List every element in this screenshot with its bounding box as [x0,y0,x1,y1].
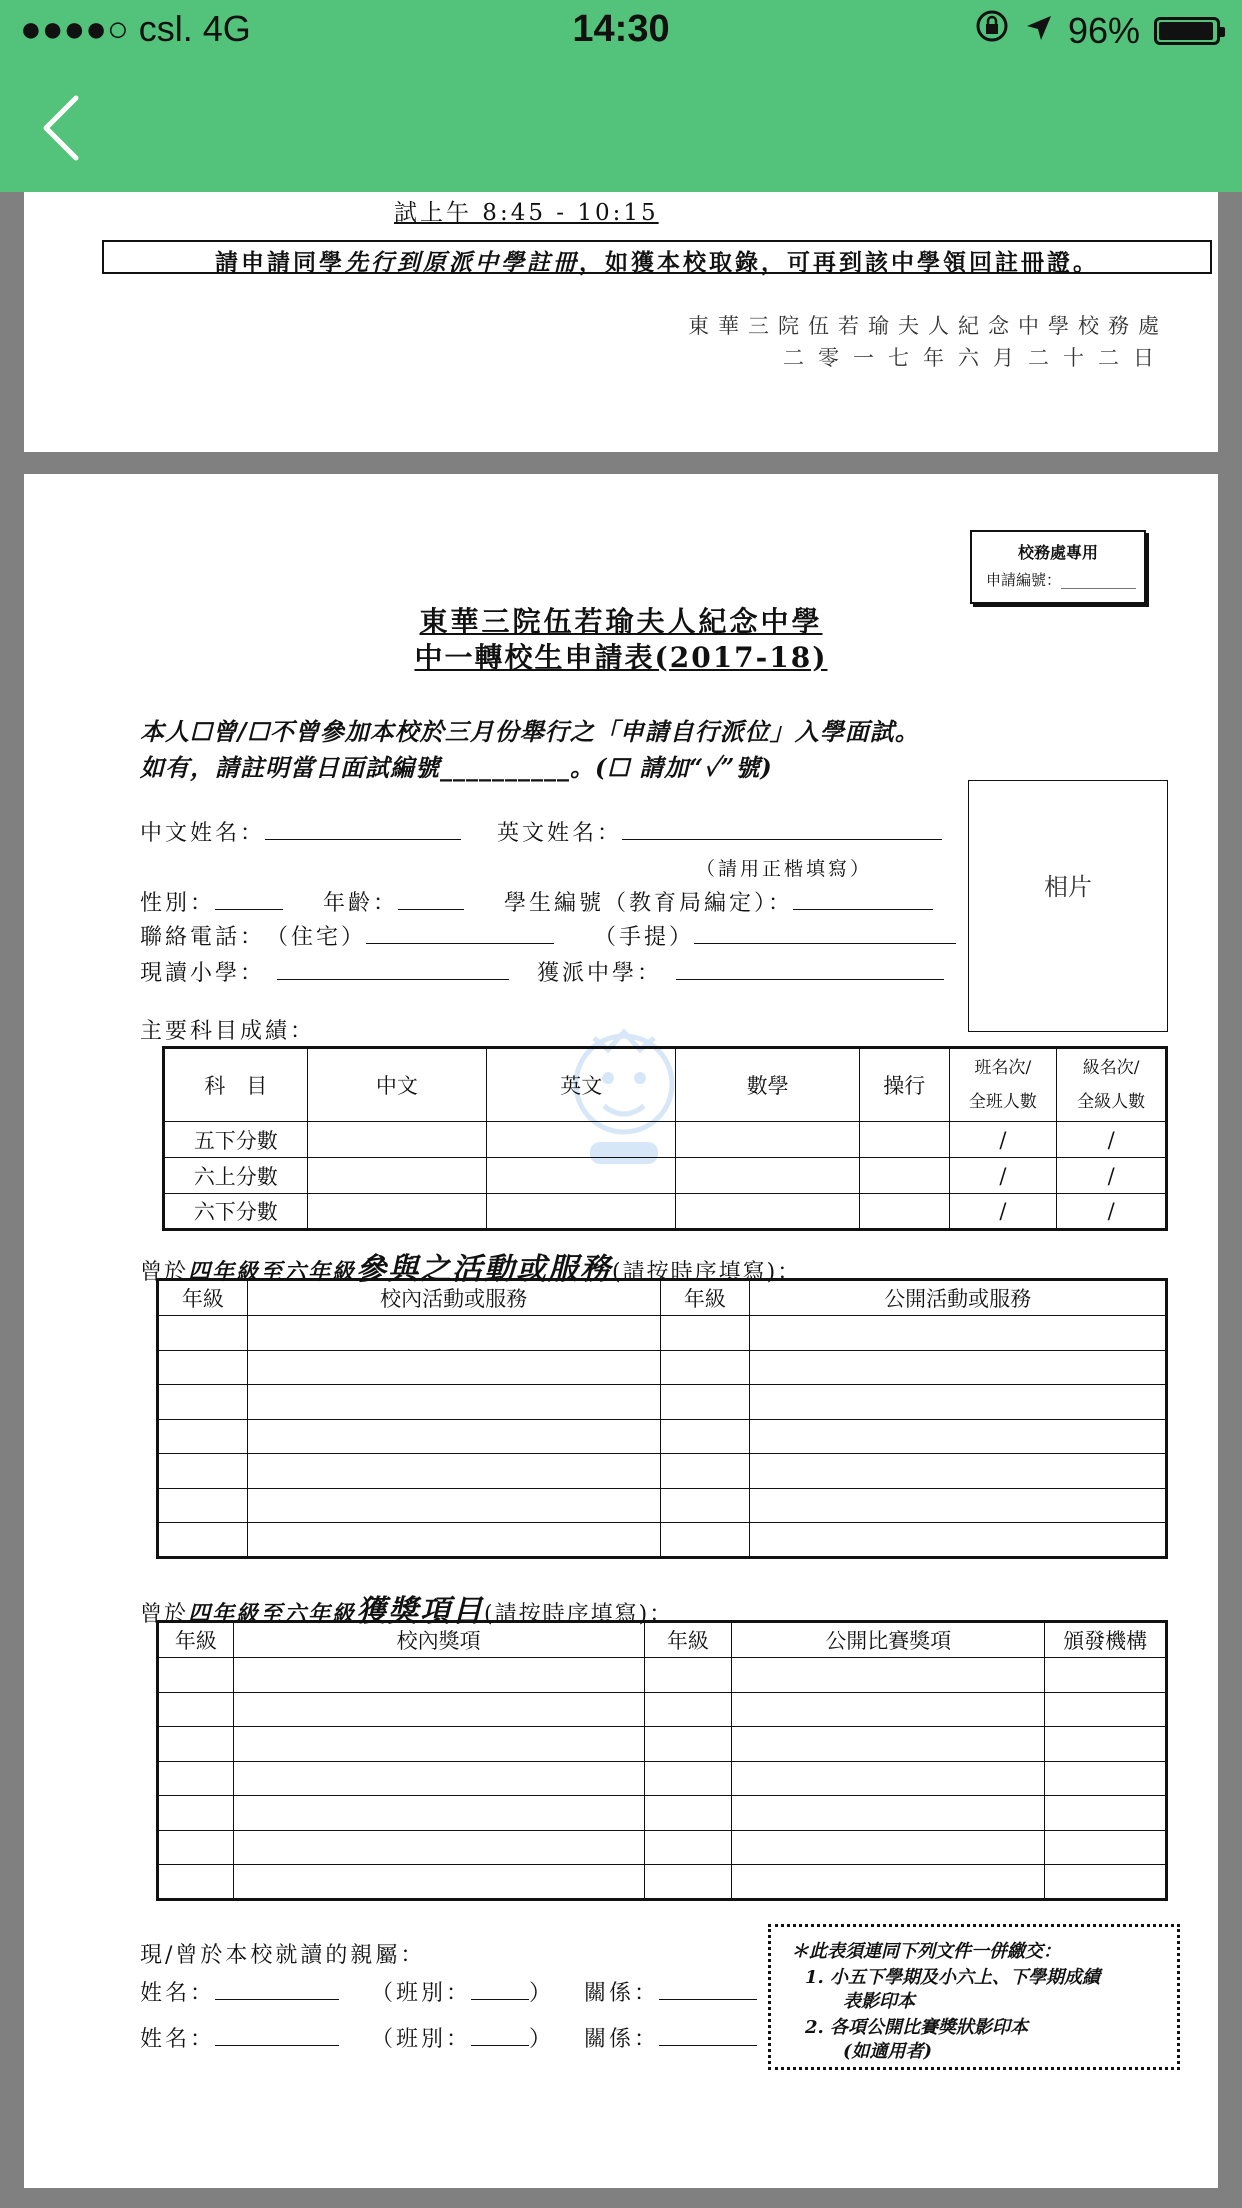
rotation-lock-icon [974,8,1010,53]
table-cell[interactable] [1045,1658,1167,1693]
awards-body [158,1658,1167,1900]
table-cell[interactable] [247,1488,660,1523]
table-cell[interactable] [1045,1830,1167,1865]
status-bar [0,0,1242,62]
notice-part-a: 請申請同學 [215,249,345,276]
table-cell[interactable] [732,1761,1045,1796]
table-cell[interactable] [233,1692,644,1727]
activities-heading-years: 四年級至六年級 [188,1259,357,1285]
table-cell[interactable] [644,1830,732,1865]
relative-name-label: 姓名： [140,1981,216,2006]
school-row [140,956,944,987]
battery-icon [1154,17,1220,45]
table-cell[interactable] [750,1419,1167,1454]
table-row [158,1865,1167,1900]
application-number-field: 申請編號：__________ [986,571,1137,589]
table-cell[interactable] [660,1454,750,1489]
table-row [158,1692,1167,1727]
slash[interactable]: / [1057,1122,1167,1158]
table-cell[interactable] [750,1316,1167,1351]
grades-header-form-rank [1057,1048,1167,1122]
table-cell[interactable] [660,1350,750,1385]
table-cell[interactable] [1045,1865,1167,1900]
form-size-label: 全級人數 [1077,1092,1146,1112]
table-cell[interactable] [676,1122,859,1158]
chinese-name-label: 中文姓名： [140,821,266,846]
grades-header-conduct: 操行 [859,1048,949,1122]
table-cell[interactable] [158,1692,234,1727]
relative-name-input[interactable] [215,2023,339,2046]
table-cell[interactable] [158,1761,234,1796]
awards-header-year: 年級 [158,1622,234,1658]
table-row [158,1761,1167,1796]
table-cell[interactable] [750,1454,1167,1489]
class-size-label: 全班人數 [968,1092,1037,1112]
exam-time: 試上午 8:45 - 10:15 [394,200,659,226]
table-cell[interactable] [233,1830,644,1865]
table-cell[interactable] [732,1796,1045,1831]
table-cell[interactable] [158,1658,234,1693]
table-cell[interactable] [247,1385,660,1420]
document-page-form [24,474,1218,2188]
table-cell[interactable] [660,1488,750,1523]
table-row [164,1158,1167,1194]
table-cell[interactable] [660,1523,750,1558]
relative-name-label: 姓名： [140,2027,216,2052]
grades-heading: 主要科目成績： [140,1019,316,1044]
table-row [158,1727,1167,1762]
table-cell[interactable] [676,1158,859,1194]
grades-header-english: 英文 [487,1048,676,1122]
table-row [158,1796,1167,1831]
table-row [158,1523,1167,1558]
grades-table [162,1046,1168,1231]
class-rank-label: 班名次/ [974,1058,1032,1078]
slash[interactable]: / [1057,1158,1167,1194]
activities-header-internal: 校內活動或服務 [247,1280,660,1316]
table-cell[interactable] [307,1194,486,1230]
slash[interactable]: / [949,1158,1057,1194]
table-row [158,1316,1167,1351]
activities-heading-title: 參與之活動或服務 [356,1252,613,1287]
table-cell[interactable] [644,1796,732,1831]
table-cell[interactable] [750,1488,1167,1523]
table-cell[interactable] [644,1692,732,1727]
table-cell[interactable] [1045,1727,1167,1762]
table-cell[interactable] [859,1194,949,1230]
table-cell[interactable] [732,1692,1045,1727]
table-row [164,1194,1167,1230]
english-name-label: 英文姓名： [497,821,623,846]
grades-header-chinese: 中文 [307,1048,486,1122]
table-cell[interactable] [233,1658,644,1693]
table-cell[interactable] [644,1865,732,1900]
notice-part-c: ，如獲本校取錄，可再到該中學領回註冊證。 [579,249,1099,276]
table-row [158,1385,1167,1420]
table-cell[interactable] [247,1316,660,1351]
table-cell[interactable] [233,1865,644,1900]
table-cell[interactable] [487,1194,676,1230]
current-school-label: 現讀小學： [140,961,266,986]
row-label-p5-term2: 五下分數 [164,1122,308,1158]
slash[interactable]: / [949,1122,1057,1158]
sex-age-row [140,886,933,917]
relative-row-2 [140,2022,757,2053]
table-cell[interactable] [247,1350,660,1385]
documents-item-2: 2. 各項公開比賽獎狀影印本 [805,2017,1029,2038]
table-cell[interactable] [158,1316,248,1351]
school-name: 東華三院伍若瑜夫人紀念中學 [419,605,823,638]
table-cell[interactable] [750,1350,1167,1385]
table-cell[interactable] [1045,1796,1167,1831]
table-cell[interactable] [676,1194,859,1230]
back-button[interactable] [38,92,82,164]
home-phone-input[interactable] [366,921,554,944]
awards-heading-title: 獲獎項目 [356,1594,485,1629]
documents-item-1: 1. 小五下學期及小六上、下學期成績 [805,1967,1101,1988]
awards-header-public: 公開比賽獎項 [732,1622,1045,1658]
chinese-name-row [140,816,942,847]
documents-note-title: ＊此表須連同下列文件一併繳交： [791,1941,1061,1962]
slash[interactable]: / [1057,1194,1167,1230]
clock: 14:30 [572,8,670,50]
table-cell[interactable] [859,1158,949,1194]
age-input[interactable] [398,887,464,910]
navigation-bar [0,62,1242,192]
table-cell[interactable] [233,1761,644,1796]
notice-box [102,240,1212,274]
table-cell[interactable] [1045,1692,1167,1727]
table-cell[interactable] [750,1523,1167,1558]
documents-note-box [768,1924,1180,2070]
notice-part-b: 先行到原派中學註冊 [345,249,579,276]
table-row [158,1658,1167,1693]
relative-relation-label: 關係： [584,2027,660,2052]
table-row [158,1488,1167,1523]
activities-heading-prefix: 曾於 [140,1260,189,1285]
documents-item-1-cont: 表影印本 [843,1991,915,2012]
table-cell[interactable] [158,1830,234,1865]
table-cell[interactable] [660,1316,750,1351]
block-letters-note: （請用正楷填寫） [696,858,873,880]
table-cell[interactable] [233,1796,644,1831]
relative-relation-input[interactable] [659,2023,757,2046]
documents-item-2-cont: (如適用者) [843,2041,933,2062]
table-cell[interactable] [732,1830,1045,1865]
relative-name-input[interactable] [215,1977,339,2000]
table-cell[interactable] [158,1350,248,1385]
student-number-label: 學生編號（教育局編定）： [504,891,794,916]
phone-row [140,920,956,951]
table-cell[interactable] [487,1158,676,1194]
table-cell[interactable] [732,1865,1045,1900]
relative-row-1 [140,1976,757,2007]
table-cell[interactable] [233,1727,644,1762]
table-cell[interactable] [644,1727,732,1762]
awards-header-issuer: 頒發機構 [1045,1622,1167,1658]
awards-table [156,1620,1168,1901]
table-cell[interactable] [660,1385,750,1420]
table-cell[interactable] [859,1122,949,1158]
grades-header-math: 數學 [676,1048,859,1122]
table-cell[interactable] [247,1419,660,1454]
table-row [158,1419,1167,1454]
relatives-heading: 現/曾於本校就讀的親屬： [140,1943,426,1968]
office-use-title: 校務處專用 [1017,543,1098,562]
table-cell[interactable] [158,1727,234,1762]
english-name-input[interactable] [622,817,942,840]
relative-class-input[interactable] [471,1977,529,2000]
photo-label: 相片 [1044,874,1092,901]
table-row [158,1454,1167,1489]
grades-header-subject: 科 目 [164,1048,308,1122]
relative-class-label: （班別： [371,1981,472,2006]
table-row [158,1350,1167,1385]
relative-class-input[interactable] [471,2023,529,2046]
table-cell[interactable] [158,1419,248,1454]
activities-header-year: 年級 [158,1280,248,1316]
table-row [164,1122,1167,1158]
issue-date: 二零一七年六月二十二日 [783,346,1168,370]
home-phone-label: （住宅） [277,925,367,950]
table-cell[interactable] [732,1658,1045,1693]
allocated-school-input[interactable] [676,957,944,980]
awards-heading-years: 四年級至六年級 [188,1601,357,1627]
table-row [158,1830,1167,1865]
office-use-box [970,530,1146,604]
table-cell[interactable] [660,1419,750,1454]
table-cell[interactable] [644,1761,732,1796]
table-cell[interactable] [307,1158,486,1194]
chinese-name-input[interactable] [265,817,461,840]
table-cell[interactable] [158,1385,248,1420]
activities-header-public: 公開活動或服務 [750,1280,1167,1316]
issuer-name: 東華三院伍若瑜夫人紀念中學校務處 [688,314,1168,338]
slash[interactable]: / [949,1194,1057,1230]
awards-heading-prefix: 曾於 [140,1602,189,1627]
battery-percent: 96% [1067,9,1140,51]
relative-relation-input[interactable] [659,1977,757,2000]
awards-header-internal: 校內獎項 [233,1622,644,1658]
relative-class-label: （班別： [371,2027,472,2052]
awards-header-year-2: 年級 [644,1622,732,1658]
sex-label: 性別： [140,891,216,916]
table-cell[interactable] [247,1454,660,1489]
age-label: 年齡： [323,891,399,916]
battery-fill [1159,22,1213,40]
table-cell[interactable] [158,1523,248,1558]
table-cell[interactable] [307,1122,486,1158]
carrier-signal: ●●●●○ csl. 4G [20,8,251,49]
table-cell[interactable] [732,1727,1045,1762]
activities-table [156,1278,1168,1559]
row-label-p6-term2: 六下分數 [164,1194,308,1230]
relative-relation-label: 關係： [584,1981,660,2006]
activities-body [158,1316,1167,1558]
table-cell[interactable] [158,1865,234,1900]
relative-class-close: ） [529,2027,555,2052]
interview-statement: 本人☐曾/☐不曾參加本校於三月份舉行之「申請自行派位」入學面試。 [140,717,920,746]
row-label-p6-term1: 六上分數 [164,1158,308,1194]
table-cell[interactable] [1045,1761,1167,1796]
activities-heading-note: (請按時序填寫)： [612,1260,802,1285]
table-cell[interactable] [247,1523,660,1558]
chevron-left-icon [38,92,82,164]
interview-number-line: 如有，請註明當日面試編號__________。(☐ 請加“✓”號) [140,753,773,782]
allocated-school-label: 獲派中學： [537,961,663,986]
document-page-previous [24,192,1218,452]
awards-heading-note: (請按時序填寫)： [484,1602,674,1627]
form-rank-label: 級名次/ [1082,1058,1140,1078]
activities-header-year-2: 年級 [660,1280,750,1316]
phone-label: 聯絡電話： [140,925,266,950]
mobile-phone-input[interactable] [694,921,956,944]
form-title: 中一轉校生申請表(2017-18) [414,641,828,674]
status-right [974,8,1220,53]
table-cell[interactable] [158,1796,234,1831]
table-cell[interactable] [487,1122,676,1158]
sex-input[interactable] [215,887,283,910]
table-cell[interactable] [158,1488,248,1523]
mobile-phone-label: （手提） [594,925,695,950]
location-arrow-icon [1024,10,1054,52]
grades-header-class-rank [949,1048,1057,1122]
current-school-input[interactable] [277,957,509,980]
table-cell[interactable] [750,1385,1167,1420]
table-cell[interactable] [644,1658,732,1693]
student-number-input[interactable] [793,887,933,910]
photo-box [968,780,1168,1032]
relative-class-close: ） [529,1981,555,2006]
table-cell[interactable] [158,1454,248,1489]
